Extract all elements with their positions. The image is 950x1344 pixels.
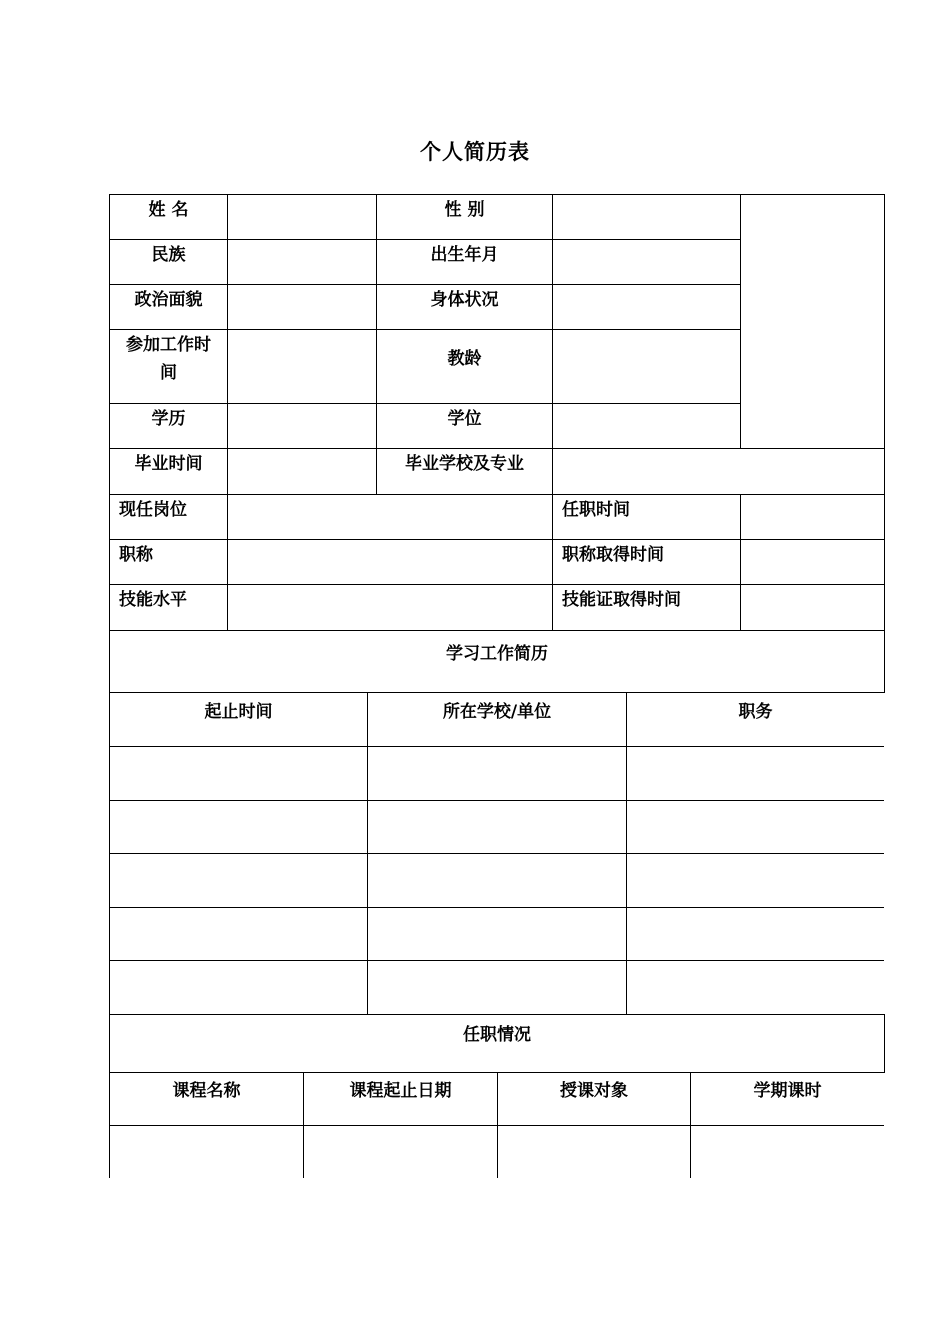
label-prof-title: 职称 bbox=[119, 545, 153, 565]
label-education: 学历 bbox=[151, 409, 186, 429]
row-divider bbox=[109, 630, 885, 631]
photo-area[interactable] bbox=[741, 195, 884, 448]
degree-field[interactable] bbox=[553, 404, 740, 448]
education-field[interactable] bbox=[228, 404, 376, 448]
label-work-start-2: 间 bbox=[160, 363, 177, 383]
label-degree: 学位 bbox=[447, 409, 482, 429]
political-field[interactable] bbox=[228, 285, 376, 329]
header-school-unit: 所在学校/单位 bbox=[442, 702, 552, 722]
birth-field[interactable] bbox=[553, 240, 740, 284]
current-post-field[interactable] bbox=[228, 495, 552, 539]
page-title: 个人简历表 bbox=[420, 140, 530, 164]
label-post-time: 任职时间 bbox=[562, 500, 630, 520]
label-teaching-years: 教龄 bbox=[447, 349, 482, 369]
header-course-dates: 课程起止日期 bbox=[349, 1081, 452, 1101]
prof-title-field[interactable] bbox=[228, 540, 552, 584]
table-row[interactable] bbox=[110, 854, 884, 907]
label-birth: 出生年月 bbox=[430, 245, 499, 265]
label-gender: 性 别 bbox=[444, 200, 485, 220]
post-time-field[interactable] bbox=[741, 495, 884, 539]
health-field[interactable] bbox=[553, 285, 740, 329]
gender-field[interactable] bbox=[553, 195, 740, 239]
table-row[interactable] bbox=[110, 747, 884, 800]
label-cert-time: 技能证取得时间 bbox=[562, 590, 681, 610]
work-start-field[interactable] bbox=[228, 330, 376, 403]
header-period: 起止时间 bbox=[204, 702, 273, 722]
name-field[interactable] bbox=[228, 195, 376, 239]
label-ethnicity: 民族 bbox=[151, 245, 186, 265]
title-time-field[interactable] bbox=[741, 540, 884, 584]
label-health: 身体状况 bbox=[430, 290, 499, 310]
row-divider bbox=[109, 1014, 885, 1015]
table-row[interactable] bbox=[110, 961, 884, 1014]
header-audience: 授课对象 bbox=[560, 1081, 628, 1101]
table-row[interactable] bbox=[110, 801, 884, 853]
table-row[interactable] bbox=[110, 1126, 884, 1178]
skill-level-field[interactable] bbox=[228, 585, 552, 630]
school-major-field[interactable] bbox=[553, 449, 884, 494]
table-row[interactable] bbox=[110, 908, 884, 960]
section-teaching: 任职情况 bbox=[463, 1025, 531, 1045]
cert-time-field[interactable] bbox=[741, 585, 884, 630]
label-political: 政治面貌 bbox=[134, 290, 203, 310]
header-semester-hours: 学期课时 bbox=[753, 1081, 822, 1101]
section-study-work: 学习工作简历 bbox=[446, 644, 548, 664]
header-course-name: 课程名称 bbox=[172, 1081, 241, 1101]
graduation-time-field[interactable] bbox=[228, 449, 376, 494]
header-position: 职务 bbox=[738, 702, 773, 722]
label-title-time: 职称取得时间 bbox=[562, 545, 664, 565]
label-skill-level: 技能水平 bbox=[119, 590, 187, 610]
label-name: 姓 名 bbox=[148, 200, 189, 220]
label-graduation-time: 毕业时间 bbox=[134, 454, 203, 474]
label-current-post: 现任岗位 bbox=[119, 500, 187, 520]
label-school-major: 毕业学校及专业 bbox=[405, 454, 524, 474]
table-border-right bbox=[884, 194, 885, 693]
label-work-start-1: 参加工作时 bbox=[126, 335, 211, 355]
col-divider bbox=[376, 194, 377, 494]
row-divider bbox=[109, 692, 885, 693]
ethnicity-field[interactable] bbox=[228, 240, 376, 284]
teaching-years-field[interactable] bbox=[553, 330, 740, 403]
table-border-right bbox=[884, 1014, 885, 1073]
